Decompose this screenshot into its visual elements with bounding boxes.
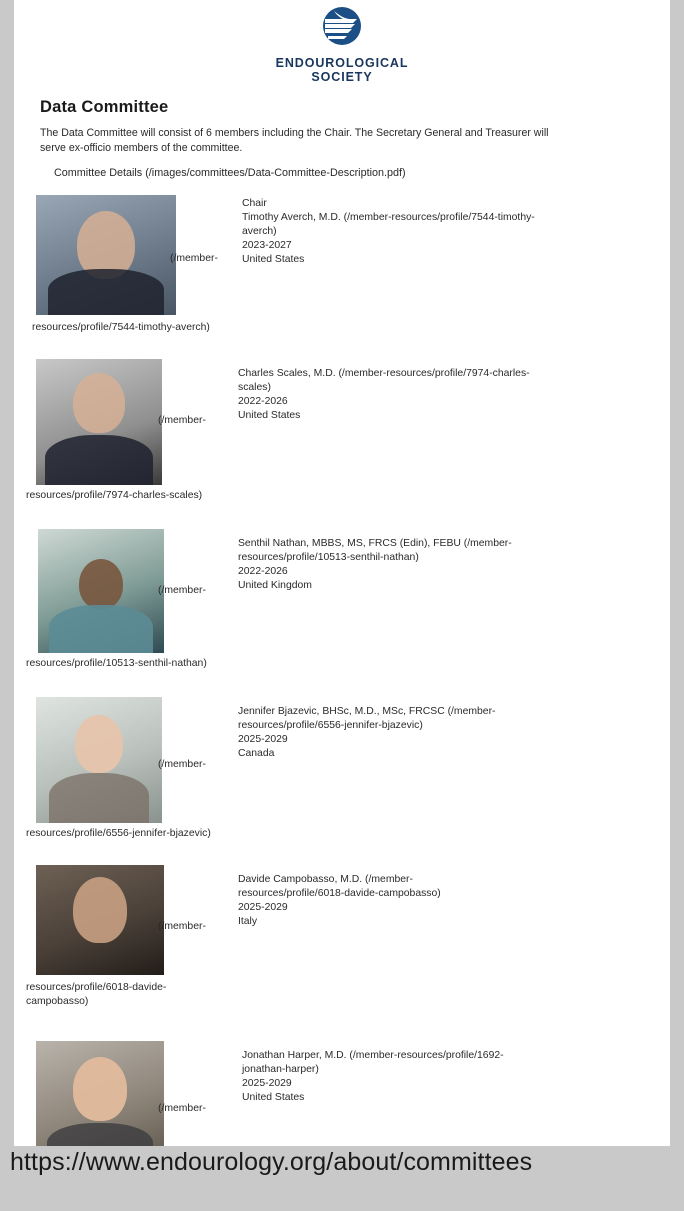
member-photo-link-fragment-2[interactable]: resources/profile/10513-senthil-nathan) bbox=[26, 658, 207, 669]
member-photo-link-fragment-2[interactable]: resources/profile/7974-charles-scales) bbox=[26, 490, 203, 501]
member-photo-link-fragment-1[interactable]: (/member- bbox=[170, 253, 218, 264]
portrait-image bbox=[36, 697, 162, 823]
portrait-image bbox=[36, 359, 162, 485]
member-country: United States bbox=[242, 254, 305, 265]
member-name-link[interactable]: Davide Campobasso, M.D. (/member-resources/profile/6018-davide-campobasso) bbox=[238, 874, 441, 899]
endourological-society-logo-icon bbox=[313, 6, 371, 50]
member-photo-link[interactable] bbox=[36, 195, 176, 315]
portrait-image bbox=[38, 529, 164, 653]
member-info bbox=[242, 1049, 532, 1105]
logo-text-line2: SOCIETY bbox=[311, 70, 373, 84]
member-info bbox=[238, 367, 538, 423]
page-url: https://www.endourology.org/about/committees bbox=[10, 1148, 533, 1176]
list-item bbox=[14, 697, 670, 849]
member-photo-link[interactable] bbox=[36, 697, 162, 823]
member-name-link[interactable]: Senthil Nathan, MBBS, MS, FRCS (Edin), FEBU (/member-resources/profile/10513-senthil-nathan) bbox=[238, 538, 512, 563]
member-info bbox=[238, 705, 518, 761]
member-photo-link-fragment-1[interactable]: (/member- bbox=[158, 759, 206, 770]
site-logo bbox=[14, 0, 670, 84]
member-info bbox=[238, 537, 528, 593]
member-photo-link[interactable] bbox=[36, 1041, 164, 1146]
member-term: 2025-2029 bbox=[238, 902, 288, 913]
list-item bbox=[14, 1041, 670, 1146]
member-term: 2022-2026 bbox=[238, 566, 288, 577]
member-photo-link[interactable] bbox=[36, 359, 162, 485]
page-title: Data Committee bbox=[40, 98, 169, 116]
member-photo-link-fragment-1[interactable]: (/member- bbox=[158, 585, 206, 596]
member-photo-link-fragment-1[interactable]: (/member- bbox=[158, 415, 206, 426]
list-item bbox=[14, 359, 670, 511]
member-term: 2023-2027 bbox=[242, 240, 292, 251]
member-country: United States bbox=[238, 410, 301, 421]
member-country: United Kingdom bbox=[238, 580, 312, 591]
member-photo-link[interactable] bbox=[36, 865, 164, 975]
member-term: 2025-2029 bbox=[242, 1078, 292, 1089]
committee-details-link[interactable]: Committee Details (/images/committees/Data-Committee-Description.pdf) bbox=[54, 167, 406, 179]
member-photo-link[interactable] bbox=[38, 529, 164, 653]
portrait-image bbox=[36, 195, 176, 315]
member-photo-link-fragment-1[interactable]: (/member- bbox=[158, 921, 206, 932]
member-role: Chair bbox=[242, 198, 267, 209]
member-photo-link-fragment-2[interactable]: resources/profile/6018-davide-campobasso) bbox=[26, 982, 167, 1007]
member-photo-link-fragment-1[interactable]: (/member- bbox=[158, 1103, 206, 1114]
document-page bbox=[14, 0, 670, 1146]
list-item bbox=[14, 865, 670, 1027]
list-item bbox=[14, 529, 670, 681]
member-info bbox=[238, 873, 518, 929]
member-name-link[interactable]: Timothy Averch, M.D. (/member-resources/profile/7544-timothy-averch) bbox=[242, 212, 535, 237]
member-name-link[interactable]: Jonathan Harper, M.D. (/member-resources/profile/1692-jonathan-harper) bbox=[242, 1050, 504, 1075]
list-item bbox=[14, 195, 670, 335]
member-country: Italy bbox=[238, 916, 258, 927]
member-term: 2025-2029 bbox=[238, 734, 288, 745]
portrait-image bbox=[36, 865, 164, 975]
member-name-link[interactable]: Charles Scales, M.D. (/member-resources/profile/7974-charles-scales) bbox=[238, 368, 530, 393]
member-name-link[interactable]: Jennifer Bjazevic, BHSc, M.D., MSc, FRCSC (/member-resources/profile/6556-jennifer-bjazevic) bbox=[238, 706, 496, 731]
member-photo-link-fragment-2[interactable]: resources/profile/6556-jennifer-bjazevic) bbox=[26, 828, 211, 839]
member-country: United States bbox=[242, 1092, 305, 1103]
portrait-image bbox=[36, 1041, 164, 1146]
member-term: 2022-2026 bbox=[238, 396, 288, 407]
member-photo-link-fragment-2[interactable]: resources/profile/7544-timothy-averch) bbox=[32, 322, 210, 333]
logo-text-line1: ENDOUROLOGICAL bbox=[275, 56, 409, 70]
member-info bbox=[242, 197, 542, 267]
member-country: Canada bbox=[238, 748, 275, 759]
committee-description: The Data Committee will consist of 6 members including the Chair. The Secretary General and Treasurer will serve ex-officio members of the committee. bbox=[40, 127, 549, 154]
